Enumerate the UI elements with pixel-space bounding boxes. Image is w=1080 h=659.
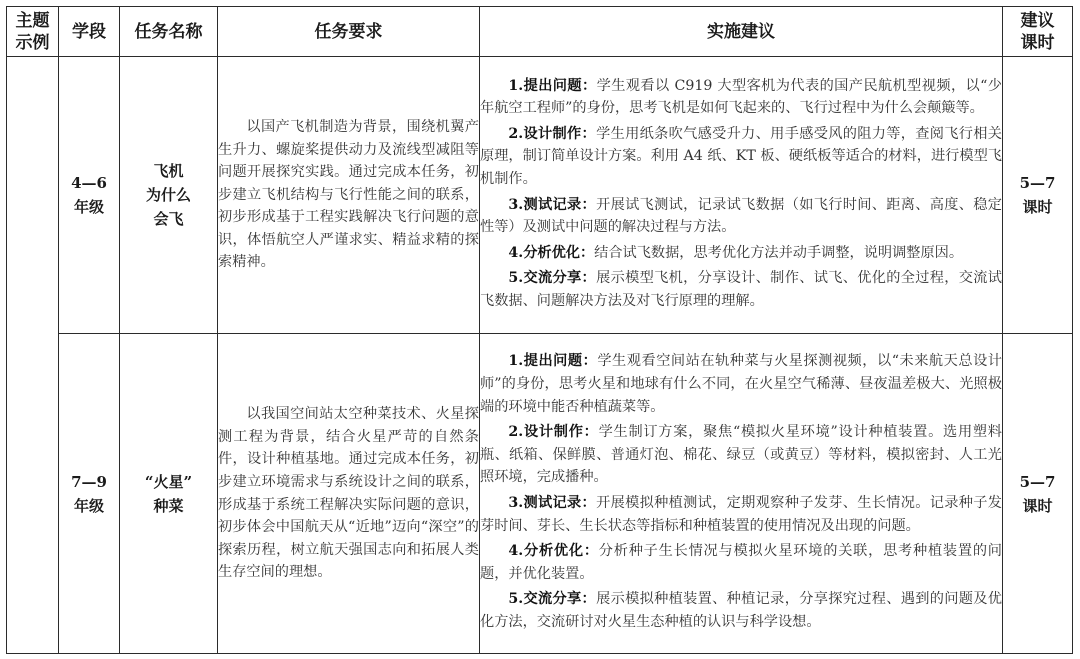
theme-cell <box>7 57 59 654</box>
step-item: 3.测试记录：开展试飞测试，记录试飞数据（如飞行时间、距离、高度、稳定性等）及测试中问题的解决过程与方法。 <box>480 196 1002 236</box>
grade-cell: 4—6 年级 <box>59 57 120 334</box>
hours-cell: 5—7 课时 <box>1003 334 1073 654</box>
step-item: 2.设计制作：学生制订方案，聚焦“模拟火星环境”设计种植装置。选用塑料瓶、纸箱、保鲜膜、普通灯泡、棉花、绿豆（或黄豆）等材料，模拟密封、人工光照环境，完成播种。 <box>480 424 1002 486</box>
header-task-requirement: 任务要求 <box>218 7 480 57</box>
step-item: 5.交流分享：展示模拟种植装置、种植记录，分享探究过程、遇到的问题及优化方法，交流研讨对火星生态种植的认识与科学设想。 <box>480 591 1002 630</box>
header-implementation: 实施建议 <box>480 7 1003 57</box>
table-row <box>7 57 1073 334</box>
step-item: 2.设计制作：学生用纸条吹气感受升力、用手感受风的阻力等，查阅飞行相关原理，制订简单设计方案。利用 A4 纸、KT 板、硬纸板等适合的材料，进行模型飞机制作。 <box>480 125 1002 187</box>
step-item: 5.交流分享：展示模型飞机，分享设计、制作、试飞、优化的全过程，交流试飞数据、问题解决方法及对飞行原理的理解。 <box>480 270 1002 309</box>
task-name-cell: 飞机 为什么 会飞 <box>120 57 218 334</box>
header-stage: 学段 <box>59 7 120 57</box>
step-item: 1.提出问题：学生观看以 C919 大型客机为代表的国产民航机型视频，以“少年航空工程师”的身份，思考飞机是如何飞起来的、飞行过程中为什么会颠簸等。 <box>480 77 1002 117</box>
header-suggested-hours: 建议 课时 <box>1003 7 1073 57</box>
step-item: 4.分析优化：分析种子生长情况与模拟火星环境的关联，思考种植装置的问题，并优化装置。 <box>480 543 1002 582</box>
grade-cell: 7—9 年级 <box>59 334 120 654</box>
header-task-name: 任务名称 <box>120 7 218 57</box>
header-row <box>7 7 1073 57</box>
implementation-cell <box>480 334 1003 654</box>
curriculum-table <box>6 6 1073 654</box>
task-requirement-cell: 以我国空间站太空种菜技术、火星探测工程为背景，结合火星严苛的自然条件，设计种植基地。通过完成本任务，初步建立环境需求与系统设计之间的联系，形成基于系统工程解决实际问题的意识，初步体会中国航天从“近地”迈向“深空”的探索历程，树立航天强国志向和拓展人类生存空间的理想。 <box>218 334 480 654</box>
implementation-cell <box>480 57 1003 334</box>
header-theme: 主题 示例 <box>7 7 59 57</box>
hours-cell: 5—7 课时 <box>1003 57 1073 334</box>
step-item: 1.提出问题：学生观看空间站在轨种菜与火星探测视频，以“未来航天总设计师”的身份，思考火星和地球有什么不同，在火星空气稀薄、昼夜温差极大、光照极端的环境中能否种植蔬菜等。 <box>480 353 1002 415</box>
step-item: 4.分析优化：结合试飞数据，思考优化方法并动手调整，说明调整原因。 <box>508 244 964 261</box>
table-row <box>7 334 1073 654</box>
step-item: 3.测试记录：开展模拟种植测试，定期观察种子发芽、生长情况。记录种子发芽时间、芽长、生长状态等指标和种植装置的使用情况及出现的问题。 <box>480 495 1002 534</box>
task-requirement-cell: 以国产飞机制造为背景，围绕机翼产生升力、螺旋桨提供动力及流线型减阻等问题开展探究实践。通过完成本任务，初步建立飞机结构与飞行性能之间的联系，初步形成基于工程实践解决飞行问题的意识，体悟航空人严谨求实、精益求精的探索精神。 <box>218 57 480 334</box>
task-name-cell: “火星” 种菜 <box>120 334 218 654</box>
